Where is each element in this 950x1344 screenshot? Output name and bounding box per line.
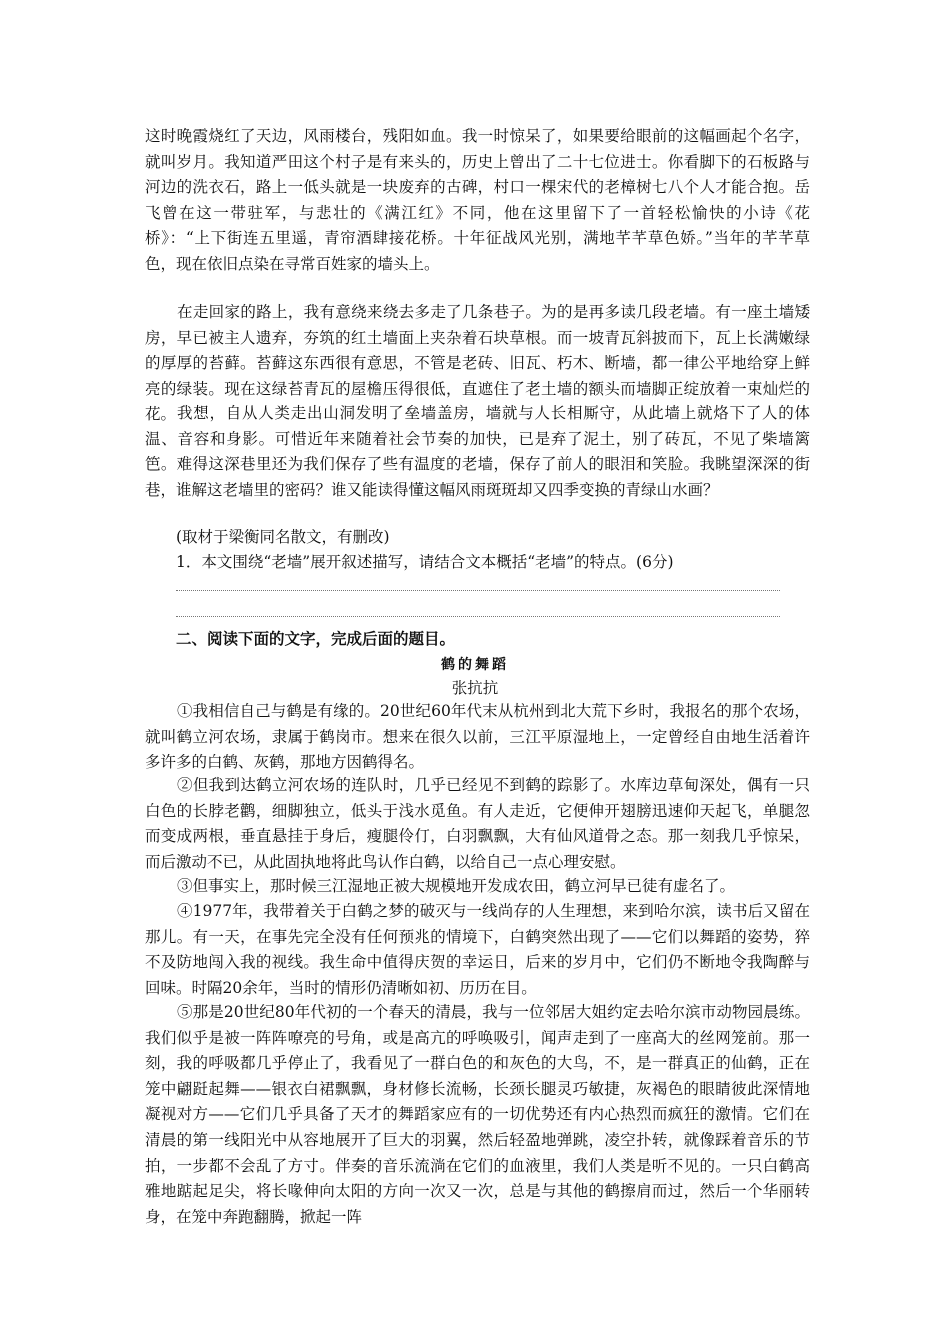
answer-line-1 xyxy=(176,590,780,591)
article-paragraph-3: ③但事实上，那时候三江湿地正被大规模地开发成农田，鹤立河早已徒有虚名了。 xyxy=(177,877,736,895)
article-paragraph-1: ①我相信自己与鹤是有缘的。20世纪60年代末从杭州到北大荒下乡时，我报名的那个农场，就叫鹤立河农场，隶属于鹤岗市。想来在很久以前，三江平原湿地上，一定曾经自由地生活着许多许多的白鹤、灰鹤，那地方因鹤得名。 xyxy=(145,702,810,772)
passage1-paragraph-2: 在走回家的路上，我有意绕来绕去多走了几条巷子。为的是再多读几段老墙。有一座土墙矮房，早已被主人遗弃，夯筑的红土墙面上夹杂着石块草根。而一坡青瓦斜披而下，瓦上长满嫩绿的厚厚的苔藓。苔藓这东西很有意思，不管是老砖、旧瓦、朽木、断墙，都一律公平地给穿上鲜亮的绿装。现在这绿苔青瓦的屋檐压得很低，直遮住了老土墙的额头而墙脚正绽放着一束灿烂的花。 xyxy=(145,303,810,424)
passage1-paragraph-1: 这时晚霞烧红了天边，风雨楼台，残阳如血。我一时惊呆了，如果要给眼前的这幅画起个名字，就叫岁月。我知道严田这个村子是有来头的，历史上曾出了二十七位进士。你看脚下的石板路与河边的洗衣石，路上一低头就是一块废弃的古碑，村口一棵宋代的老樟树七八个人才能合抱。岳飞曾在这一带驻军，与悲壮的《满江红》不同，他在这里留下了一首轻松愉快的小诗《花桥》：“上下街连五里遥，青帘酒肆接花桥。十年征战风光别，满地芊芊草色娇。”当年的芊芊草色，现在依旧点染在寻常百姓家的墙头上。 xyxy=(145,127,810,273)
article-title: 鹤的舞蹈 xyxy=(441,657,509,673)
article-paragraph-2: ②但我到达鹤立河农场的连队时，几乎已经见不到鹤的踪影了。水库边草甸深处，偶有一只白色的长脖老鹳，细脚独立，低头于浅水觅鱼。有人走近，它便伸开翅膀迅速仰天起飞，单腿忽而变成两根，垂直悬挂于身后，瘦腿伶仃，白羽飘飘，大有仙风道骨之态。那一刻我几乎惊呆，而后激动不已，从此固执地将此鸟认作白鹤，以给自己一点心理安慰。 xyxy=(145,776,810,871)
passage1-paragraph-3: 我想，自从人类走出山洞发明了垒墙盖房，墙就与人长相厮守，从此墙上就烙下了人的体温、音容和身影。可惜近年来随着社会节奏的加快，已是弃了泥土，别了砖瓦，不见了柴墙篱笆。难得这深巷里还为我们保存了些有温度的老墙，保存了前人的眼泪和笑脸。我眺望深深的街巷，谁解这老墙里的密码？谁又能读得懂这幅风雨斑斑却又四季变换的青绿山水画？ xyxy=(145,404,810,499)
section2-heading: 二、阅读下面的文字，完成后面的题目。 xyxy=(176,629,456,648)
question-1: 1．本文围绕“老墙”展开叙述描写，请结合文本概括“老墙”的特点。(6分) xyxy=(176,553,674,571)
article-paragraph-4: ④1977年，我带着关于白鹤之梦的破灭与一线尚存的人生理想，来到哈尔滨，读书后又留在那儿。有一天，在事先完全没有任何预兆的情境下，白鹤突然出现了——它们以舞蹈的姿势，猝不及防地闯入我的视线。我生命中值得庆贺的幸运日，后来的岁月中，它们仍不断地令我陶醉与回味。时隔20余年，当时的情形仍清晰如初、历历在目。 xyxy=(145,902,810,997)
article-paragraph-5: ⑤那是20世纪80年代初的一个春天的清晨，我与一位邻居大姐约定去哈尔滨市动物园晨练。我们似乎是被一阵阵嘹亮的号角，或是高亢的呼唤吸引，闻声走到了一座高大的丝网笼前。那一刻，我的呼吸都几乎停止了，我看见了一群白色的和灰色的大鸟，不，是一群真正的仙鹤，正在笼中翩跹起舞——银衣白裙飘飘，身材修长流畅，长颈长腿灵巧敏捷，灰褐色的眼睛彼此深情地凝视对方——它们几乎具备了天才的舞蹈家应有的一切优势还有内心热烈而疯狂的激情。它们在清晨的第一线阳光中从容地展开了巨大的羽翼，然后轻盈地弹跳，凌空扑转，就像踩着音乐的节拍，一步都不会乱了方寸。伴奏的音乐流淌在它们的血液里，我们人类是听不见的。一只白鹤高雅地踮起足尖，将长喙伸向太阳的方向一次又一次，总是与其他的鹤擦肩而过，然后一个华丽转身，在笼中奔跑翻腾，掀起一阵 xyxy=(145,1003,810,1226)
answer-line-2 xyxy=(176,616,780,617)
source-note: (取材于梁衡同名散文，有删改) xyxy=(176,528,390,546)
article-author: 张抗抗 xyxy=(451,679,499,697)
